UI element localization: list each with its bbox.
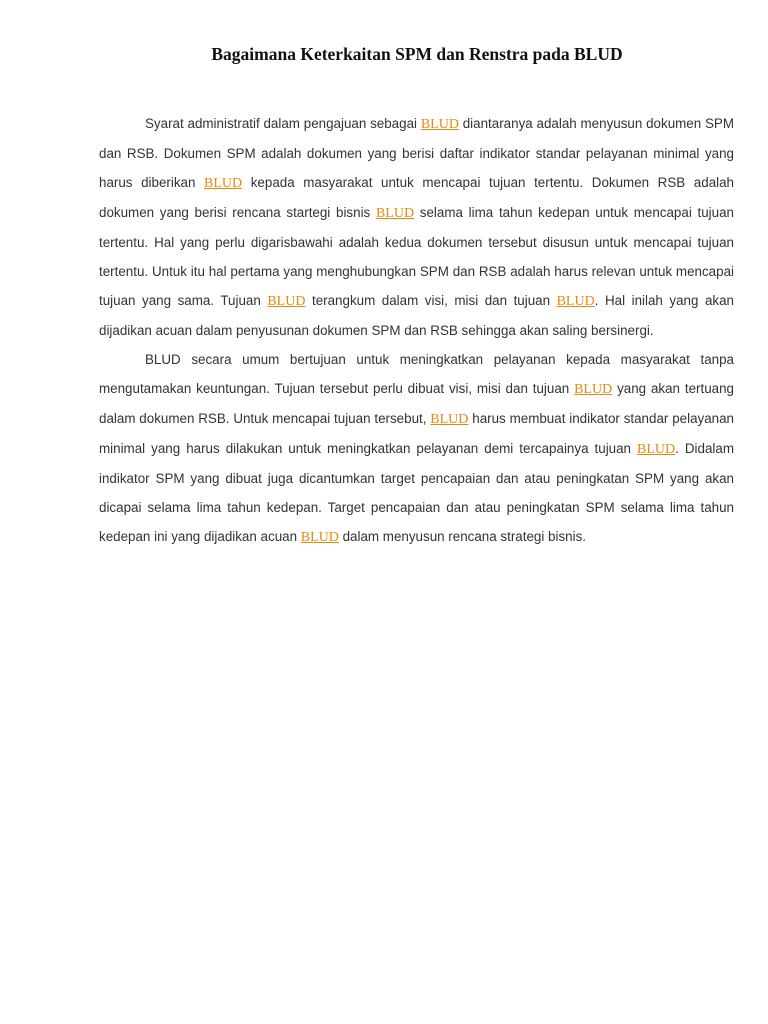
blud-link[interactable]: BLUD (430, 412, 469, 427)
paragraph-text: harus membuat indikator standar pelayanan minimal yang harus dilakukan untuk meningkatkan pelayanan demi tercapainya tujuan (99, 411, 734, 456)
paragraph (99, 345, 734, 552)
blud-link[interactable]: BLUD (420, 117, 459, 132)
paragraph-text: BLUD secara umum bertujuan untuk meningkatkan pelayanan kepada masyarakat tanpa mengutamakan keuntungan. Tujuan tersebut perlu dibuat visi, misi dan tujuan (99, 352, 734, 396)
paragraph (99, 109, 734, 345)
paragraph-text: terangkum dalam visi, misi dan tujuan (305, 293, 557, 308)
blud-link[interactable]: BLUD (574, 382, 613, 397)
paragraph-text: . Hal inilah yang akan dijadikan acuan dalam penyusunan dokumen SPM dan RSB sehingga akan saling bersinergi. (99, 293, 734, 338)
paragraph-text: Syarat administratif dalam pengajuan sebagai (145, 116, 421, 131)
document-body (99, 109, 734, 552)
paragraph-text: kepada masyarakat untuk mencapai tujuan tertentu. Dokumen RSB adalah dokumen yang berisi rencana startegi bisnis (99, 175, 735, 220)
blud-link[interactable]: BLUD (267, 294, 306, 309)
paragraph-text: selama lima tahun kedepan untuk mencapai tujuan tertentu. Hal yang perlu digarisbawahi adalah kedua dokumen tersebut disusun untuk mencapai tujuan tertentu. Untuk itu hal pertama yang menghubungkan SPM dan RSB adalah harus relevan untuk mencapai tujuan yang sama. Tujuan (99, 205, 734, 308)
paragraph-text: diantaranya adalah menyusun dokumen SPM dan RSB. Dokumen SPM adalah dokumen yang berisi daftar indikator standar pelayanan minimal yang harus diberikan (99, 116, 734, 190)
blud-link[interactable]: BLUD (375, 206, 415, 221)
paragraph-text: dalam menyusun rencana strategi bisnis. (338, 529, 587, 544)
paragraph-text: yang akan tertuang dalam dokumen RSB. Untuk mencapai tujuan tersebut, (99, 381, 734, 426)
blud-link[interactable]: BLUD (637, 442, 676, 457)
paragraph-text: . Didalam indikator SPM yang dibuat juga dicantumkan target pencapaian dan atau peningkatan SPM yang akan dicapai selama lima tahun kedepan. Target pencapaian dan atau peningkatan SPM selama lima tahun kedepan ini yang dijadikan acuan (99, 441, 735, 544)
document-title: Bagaimana Keterkaitan SPM dan Renstra pada BLUD (211, 44, 623, 64)
blud-link[interactable]: BLUD (556, 294, 595, 309)
blud-link[interactable]: BLUD (300, 530, 339, 545)
blud-link[interactable]: BLUD (204, 176, 243, 191)
